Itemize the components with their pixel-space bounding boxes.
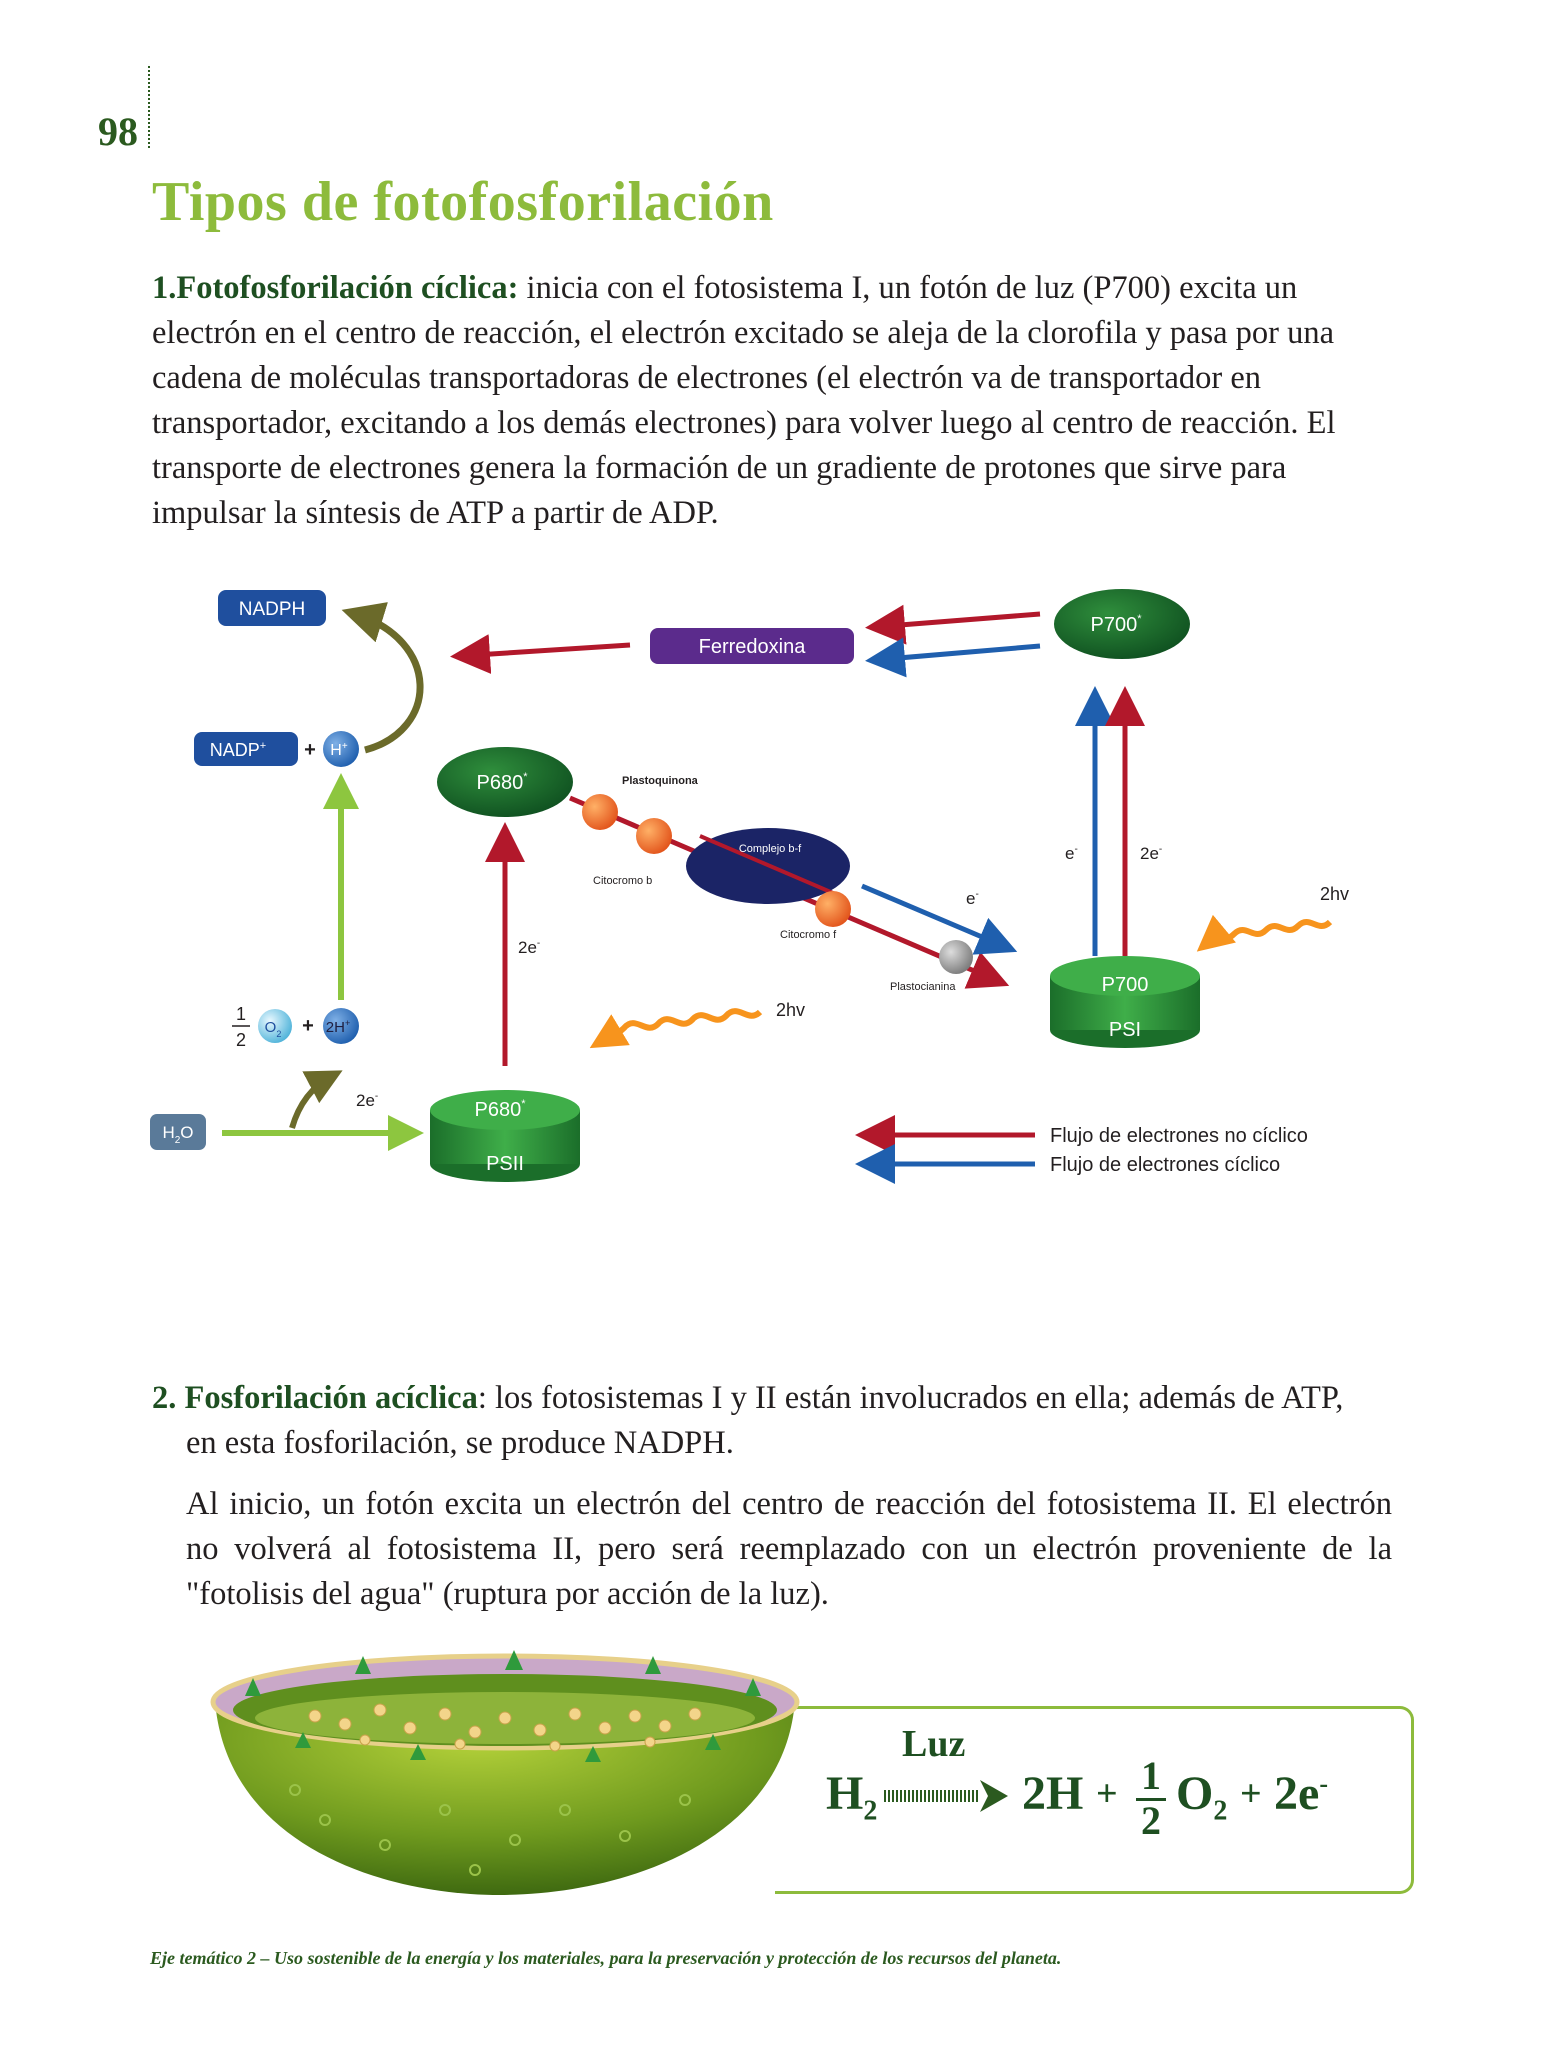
equation-plus-2: +	[1240, 1773, 1262, 1815]
2e-label-p700: 2e-	[1140, 844, 1163, 863]
section1-heading: 1.Fotofosforilación cíclica:	[152, 270, 519, 306]
h-ion	[323, 731, 359, 767]
p700-excited	[1054, 589, 1190, 659]
photophosphorylation-diagram	[140, 580, 1440, 1220]
p700-excited-label: P700	[1090, 614, 1138, 636]
photon-wave-psii	[600, 1011, 760, 1042]
psii-cylinder	[430, 1090, 580, 1182]
equation-fraction	[1136, 1753, 1166, 1843]
equation-electrons: 2e-	[1274, 1767, 1328, 1820]
plus-sign-nadp: +	[304, 739, 316, 761]
2hv-label-psi: 2hv	[1320, 884, 1350, 904]
2h-ion	[323, 1008, 359, 1044]
e-label-p700: e-	[1065, 844, 1078, 863]
plus-sign-o2: +	[302, 1015, 314, 1037]
2e-label-water: 2e-	[356, 1091, 379, 1110]
p680-label: P680	[474, 1099, 522, 1121]
equation-plus-1: +	[1096, 1773, 1118, 1815]
ferredoxina-box	[650, 628, 854, 664]
nadph-box	[218, 590, 326, 626]
page-title: Tipos de fotofosforilación	[152, 171, 774, 233]
complejo-label: Complejo b-f	[738, 843, 802, 855]
half-numerator: 1	[235, 1004, 247, 1024]
2e-label-psii: 2e-	[518, 938, 541, 957]
equation-reactant: $H_2$	[826, 1767, 878, 1827]
footer-text: Eje temático 2 – Uso sostenible de la energía y los materiales, para la preservación y protección de los recursos del planeta.	[150, 1948, 1062, 1968]
citocromo-f-ball	[815, 891, 851, 927]
equation-arrow	[884, 1774, 1014, 1818]
nadp-label: NADP	[209, 740, 260, 760]
legend-cyclic-label: Flujo de electrones cíclico	[1050, 1154, 1281, 1176]
2hv-label-psii: 2hv	[776, 1000, 806, 1020]
p680-star-mark: *	[523, 771, 528, 783]
psi-cylinder	[1050, 956, 1200, 1048]
section2-line1: los fotosistemas I y II están involucrados en ella; además de ATP,	[486, 1380, 1344, 1416]
svg-text:O2: $O_2$	[264, 1019, 282, 1039]
psii-label: PSII	[486, 1153, 524, 1175]
half-denominator: 2	[235, 1030, 247, 1050]
p680-excited	[437, 747, 573, 817]
p680-excited-label: P680	[476, 772, 524, 794]
citocromo-b-label: Citocromo b	[593, 875, 653, 887]
h-ion-plus: +	[341, 741, 348, 752]
page-number-divider	[148, 66, 150, 148]
equation-fraction-num: 1	[1141, 1753, 1161, 1798]
complejo-bf	[686, 828, 850, 904]
svg-text:P680*: P680*	[474, 1098, 526, 1121]
nadph-label: NADPH	[238, 599, 306, 620]
svg-text:NADP+	[210, 740, 266, 760]
svg-text:P680*	[477, 771, 529, 794]
plastoquinona-label: Plastoquinona	[622, 775, 698, 787]
svg-text:2H+: 2H+	[325, 1018, 351, 1036]
svg-text:H2O: $H_2O$	[162, 1123, 194, 1146]
section2-heading: 2. Fosforilación acíclica	[152, 1380, 478, 1416]
photon-wave-psi	[1206, 922, 1330, 944]
plastocianina-label: Plastocianina	[890, 981, 956, 993]
citocromo-f-label: Citocromo f	[780, 929, 837, 941]
oxygen-molecule	[258, 1009, 292, 1043]
arrow-nadp-to-nadph	[355, 614, 420, 750]
e-label-chain: e-	[966, 889, 979, 908]
section2-paragraph2: Al inicio, un fotón excita un electrón del centro de reacción del fotosistema II. El electrón no volverá al fotosistema II, pero será reemplazado con un electrón proveniente de la "fotolisis del agua" (ruptura por acción de la luz).	[186, 1486, 1392, 1612]
page-number: 98	[98, 109, 138, 154]
section2-line2: en esta fosforilación, se produce NADPH.	[186, 1425, 734, 1461]
h2o-box	[150, 1114, 206, 1150]
h-ion-label: H	[330, 742, 342, 759]
arrow-ferredoxina-nadp	[460, 645, 630, 656]
p700-star-mark: *	[1137, 613, 1142, 625]
legend-noncyclic-label: Flujo de electrones no cíclico	[1050, 1125, 1308, 1147]
arrow-p700-ferredoxina-blue	[875, 646, 1040, 660]
p700-label: P700	[1101, 974, 1149, 996]
arrow-water-split	[292, 1076, 332, 1128]
equation-product-2h: 2H	[1022, 1767, 1084, 1820]
plastoquinona-ball-1	[582, 794, 618, 830]
legend	[865, 1125, 1308, 1176]
plastoquinona-ball-2	[636, 818, 672, 854]
section2-paragraph	[152, 1376, 1392, 1466]
nadp-plus: +	[259, 740, 267, 752]
svg-text:P700*	[1091, 613, 1143, 636]
arrow-p700-ferredoxina-red	[875, 614, 1040, 627]
section1-text: inicia con el fotosistema I, un fotón de luz (P700) excita un electrón en el centro de reacción, el electrón excitado se aleja de la clorofila y pasa por una cadena de moléculas transportadoras de electrones (el electrón va de transportador en transportador, excitando a los demás electrones) para volver luego al centro de reacción. El transporte de electrones genera la formación de un gradiente de protones que sirve para impulsar la síntesis de ATP a partir de ADP.	[152, 270, 1336, 531]
arrow-cyclic-to-p700	[862, 886, 1008, 948]
section2-colon: :	[477, 1380, 487, 1416]
equation-oxygen: $O_2$	[1176, 1767, 1228, 1827]
thylakoid-illustration	[205, 1640, 805, 1900]
psi-label: PSI	[1108, 1019, 1142, 1041]
plastocianina-ball	[939, 940, 973, 974]
equation-fraction-den: 2	[1136, 1798, 1166, 1841]
ferredoxina-label: Ferredoxina	[698, 636, 806, 658]
equation-luz: Luz	[902, 1723, 966, 1765]
section1-paragraph	[152, 266, 1392, 536]
nadp-box	[194, 732, 298, 766]
